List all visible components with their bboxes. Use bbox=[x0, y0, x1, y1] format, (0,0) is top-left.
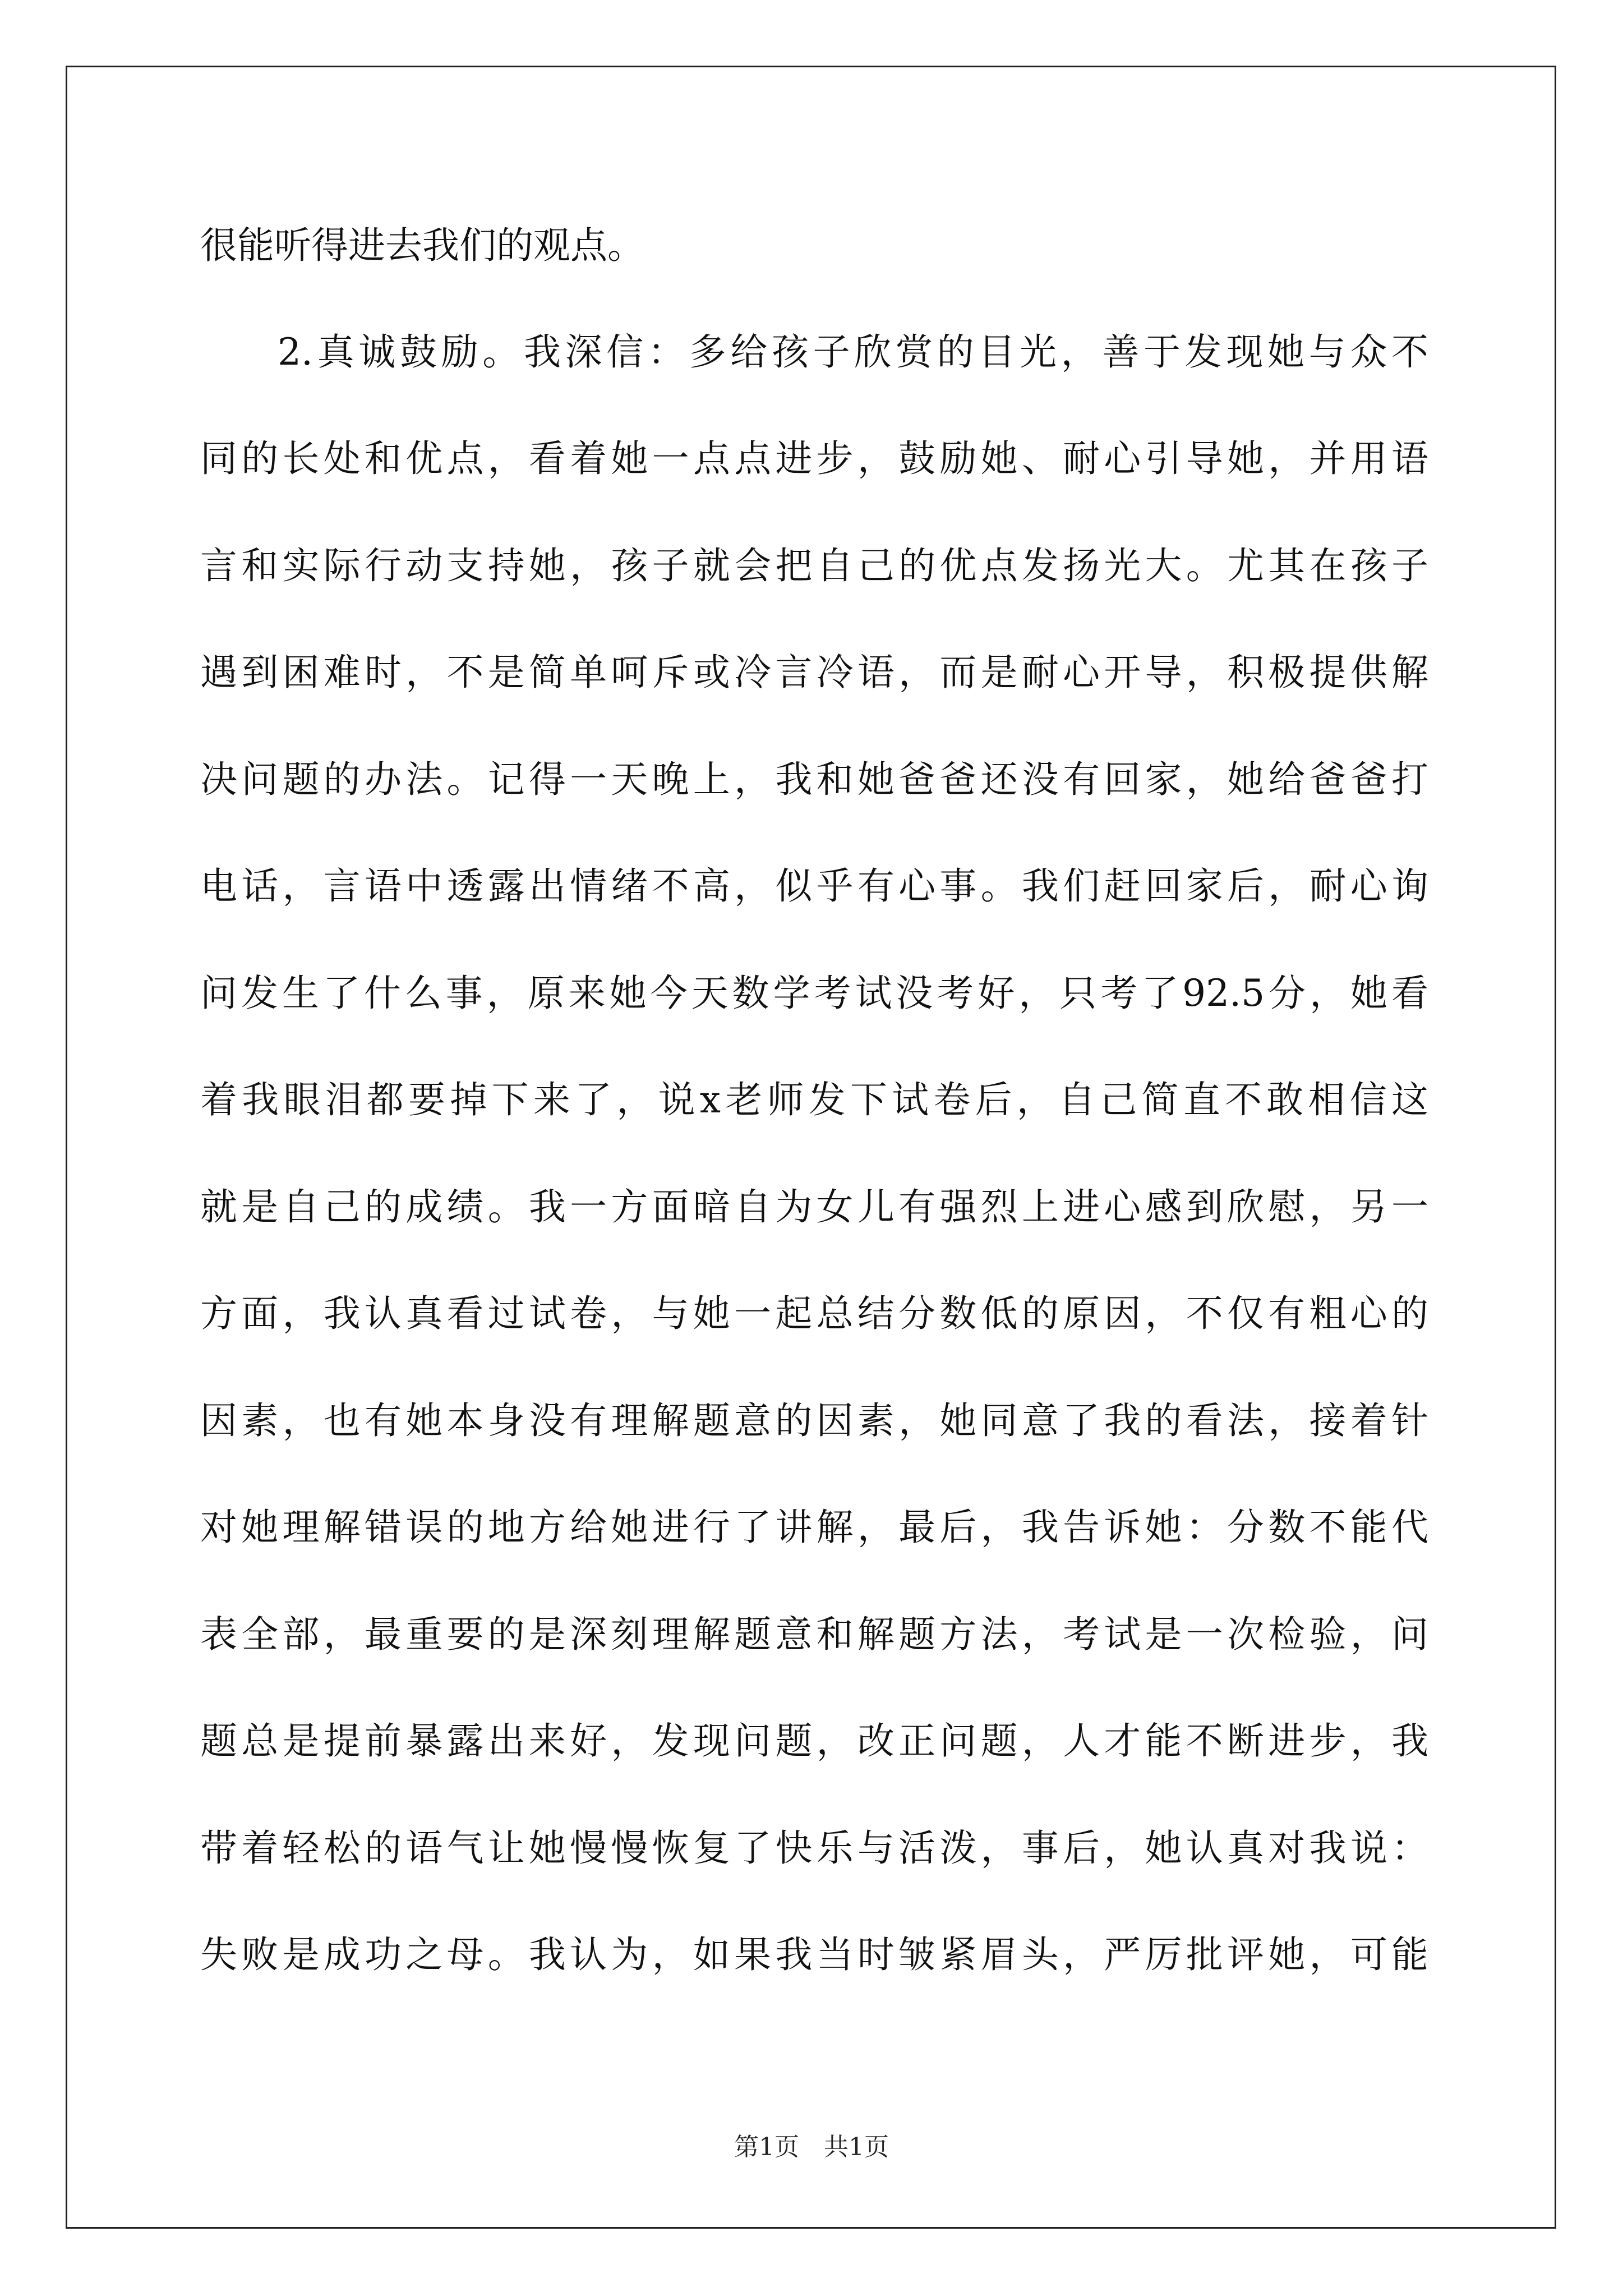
body-text-line: 决问题的办法。记得一天晚上，我和她爸爸还没有回家，她给爸爸打 bbox=[200, 758, 1428, 801]
body-text-line: 2.真诚鼓励。我深信：多给孩子欣赏的目光，善于发现她与众不 bbox=[278, 330, 1428, 374]
body-text-line: 带着轻松的语气让她慢慢恢复了快乐与活泼，事后，她认真对我说： bbox=[200, 1826, 1428, 1870]
page-number-footer: 第1页 共1页 bbox=[734, 2133, 889, 2161]
body-text-line: 题总是提前暴露出来好，发现问题，改正问题，人才能不断进步，我 bbox=[200, 1719, 1428, 1763]
body-text-line: 表全部，最重要的是深刻理解题意和解题方法，考试是一次检验，问 bbox=[200, 1613, 1428, 1656]
body-text-line: 电话，言语中透露出情绪不高，似乎有心事。我们赶回家后，耐心询 bbox=[200, 864, 1428, 908]
body-text-line: 言和实际行动支持她，孩子就会把自己的优点发扬光大。尤其在孩子 bbox=[200, 544, 1428, 587]
body-text-line: 遇到困难时，不是简单呵斥或冷言冷语，而是耐心开导，积极提供解 bbox=[200, 651, 1428, 694]
body-text-line: 很能听得进去我们的观点。 bbox=[200, 224, 644, 267]
body-text-line: 同的长处和优点，看着她一点点进步，鼓励她、耐心引导她，并用语 bbox=[200, 437, 1428, 480]
body-text-line: 就是自己的成绩。我一方面暗自为女儿有强烈上进心感到欣慰，另一 bbox=[200, 1185, 1428, 1228]
body-text-line: 着我眼泪都要掉下来了，说x老师发下试卷后，自己简直不敢相信这 bbox=[200, 1078, 1428, 1121]
body-text-line: 失败是成功之母。我认为，如果我当时皱紧眉头，严厉批评她，可能 bbox=[200, 1933, 1428, 1976]
body-text-line: 因素，也有她本身没有理解题意的因素，她同意了我的看法，接着针 bbox=[200, 1399, 1428, 1442]
body-text-line: 问发生了什么事，原来她今天数学考试没考好，只考了92.5分，她看 bbox=[200, 972, 1428, 1015]
body-text-line: 对她理解错误的地方给她进行了讲解，最后，我告诉她：分数不能代 bbox=[200, 1506, 1428, 1549]
body-text-line: 方面，我认真看过试卷，与她一起总结分数低的原因，不仅有粗心的 bbox=[200, 1292, 1428, 1335]
page-border bbox=[66, 66, 1556, 2229]
